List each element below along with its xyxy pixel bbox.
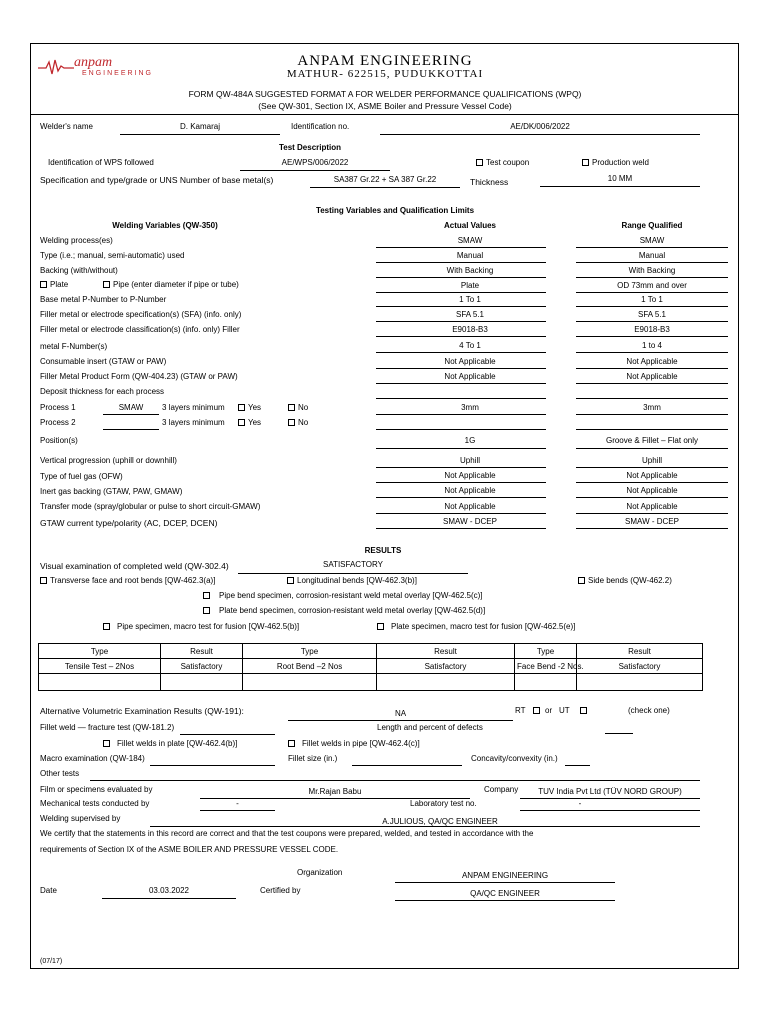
underline xyxy=(200,810,275,811)
film-label: Film or specimens evaluated by xyxy=(40,785,153,794)
table-cell xyxy=(39,674,161,691)
pipe-bend-label: Pipe bend specimen, corrosion-resistant weld metal overlay [QW-462.5(c)] xyxy=(219,591,483,600)
length-defects-label: Length and percent of defects xyxy=(377,723,483,732)
position-range: Groove & Fillet – Flat only xyxy=(605,436,699,445)
pipe-checkbox[interactable] xyxy=(103,281,239,289)
date-label: Date xyxy=(40,886,57,895)
underline xyxy=(102,898,236,899)
var-range: Not Applicable xyxy=(626,357,678,366)
underline xyxy=(380,134,700,135)
var-range: Not Applicable xyxy=(626,502,678,511)
underline xyxy=(240,170,390,171)
plate-macro-label: Plate specimen, macro test for fusion [QW-462.5(e)] xyxy=(391,622,576,631)
position-label: Position(s) xyxy=(40,436,78,445)
table-header: Type xyxy=(243,644,377,659)
yes-label: Yes xyxy=(248,418,262,427)
film-value: Mr.Rajan Babu xyxy=(308,787,362,796)
checkbox-icon xyxy=(40,281,47,288)
var-range: E9018-B3 xyxy=(634,325,670,334)
var-actual: Manual xyxy=(456,251,484,260)
underline xyxy=(288,720,513,721)
underline xyxy=(576,528,728,529)
checkbox-icon xyxy=(582,159,589,166)
no-label: No xyxy=(298,403,309,412)
plate-macro-checkbox[interactable] xyxy=(377,623,575,631)
lab-test-label: Laboratory test no. xyxy=(410,799,477,808)
underline xyxy=(376,321,546,322)
wps-label: Identification of WPS followed xyxy=(48,158,154,167)
checkbox-icon xyxy=(40,577,47,584)
var-label: metal F-Number(s) xyxy=(40,342,108,351)
underline xyxy=(376,368,546,369)
checkbox-icon xyxy=(580,707,587,714)
checkbox-icon xyxy=(238,404,245,411)
results-heading: RESULTS xyxy=(364,546,402,555)
underline xyxy=(376,482,546,483)
underline xyxy=(395,900,615,901)
form-subtitle: (See QW-301, Section IX, ASME Boiler and Pressure Vessel Code) xyxy=(258,101,512,111)
checkbox-icon xyxy=(533,707,540,714)
underline xyxy=(103,429,159,430)
underline xyxy=(576,429,728,430)
pipe-macro-label: Pipe specimen, macro test for fusion [QW-462.5(b)] xyxy=(117,622,300,631)
spec-value: SA387 Gr.22 + SA 387 Gr.22 xyxy=(333,175,437,184)
checkbox-icon xyxy=(288,740,295,747)
position-actual: 1G xyxy=(464,436,476,445)
var-label: Transfer mode (spray/globular or pulse to short circuit-GMAW) xyxy=(40,502,261,511)
transverse-label: Transverse face and root bends [QW-462.3(a)] xyxy=(50,576,216,585)
alt-volumetric-label: Alternative Volumetric Examination Results (QW-191): xyxy=(40,706,244,716)
macro-exam-label: Macro examination (QW-184) xyxy=(40,754,145,763)
underline xyxy=(576,321,728,322)
ut-label: UT xyxy=(559,706,570,715)
supervised-label: Welding supervised by xyxy=(40,814,121,823)
checkbox-icon xyxy=(203,607,210,614)
certify-line2: requirements of Section IX of the ASME BOILER AND PRESSURE VESSEL CODE. xyxy=(40,845,339,854)
production-weld-label: Production weld xyxy=(592,158,649,167)
side-bend-checkbox[interactable] xyxy=(578,577,672,585)
fillet-pipe-checkbox[interactable] xyxy=(288,740,420,748)
underline xyxy=(120,134,280,135)
plate-label: Plate xyxy=(50,280,69,289)
var-actual: Plate xyxy=(460,281,480,290)
certified-by-value: QA/QC ENGINEER xyxy=(470,889,540,898)
process1-label: Process 1 xyxy=(40,403,76,412)
underline xyxy=(576,277,728,278)
supervised-value: A.JULIOUS, QA/QC ENGINEER xyxy=(382,817,498,826)
underline xyxy=(605,733,633,734)
var-label: Inert gas backing (GTAW, PAW, GMAW) xyxy=(40,487,183,496)
company-label: Company xyxy=(484,785,519,794)
table-cell: Face Bend -2 Nos. xyxy=(515,659,577,674)
pipe-bend-checkbox[interactable] xyxy=(203,592,483,600)
checkbox-icon xyxy=(203,592,210,599)
table-header: Result xyxy=(377,644,515,659)
logo-word: anpam xyxy=(74,55,113,70)
table-header: Result xyxy=(161,644,243,659)
process2-label: Process 2 xyxy=(40,418,76,427)
var-label: Type of fuel gas (OFW) xyxy=(40,472,123,481)
spec-label: Specification and type/grade or UNS Number of base metal(s) xyxy=(40,175,274,185)
underline xyxy=(576,398,728,399)
welder-name-label: Welder's name xyxy=(40,122,93,131)
var-actual: E9018-B3 xyxy=(452,325,488,334)
checkbox-icon xyxy=(238,419,245,426)
var-actual: With Backing xyxy=(446,266,494,275)
test-coupon-label: Test coupon xyxy=(486,158,530,167)
var-label: Type (i.e.; manual, semi-automatic) used xyxy=(40,251,185,260)
mechanical-value: - xyxy=(236,799,239,808)
underline xyxy=(376,247,546,248)
checkbox-icon xyxy=(288,404,295,411)
company-name: ANPAM ENGINEERING xyxy=(297,53,473,69)
underline xyxy=(576,247,728,248)
organization-value: ANPAM ENGINEERING xyxy=(461,871,549,880)
col-actual: Actual Values xyxy=(443,221,497,230)
concavity-label: Concavity/convexity (in.) xyxy=(471,754,558,763)
table-header: Result xyxy=(577,644,703,659)
underline xyxy=(103,414,159,415)
production-weld-checkbox[interactable] xyxy=(582,159,649,167)
var-range: SMAW xyxy=(639,236,665,245)
underline xyxy=(376,383,546,384)
var-label: Filler metal or electrode classification(s) (info. only) Filler xyxy=(40,325,240,334)
yes-label: Yes xyxy=(248,403,262,412)
ut-checkbox[interactable] xyxy=(580,707,590,715)
longitudinal-label: Longitudinal bends [QW-462.3(b)] xyxy=(297,576,417,585)
underline xyxy=(376,306,546,307)
checkbox-icon xyxy=(578,577,585,584)
rt-label: RT xyxy=(515,706,526,715)
underline xyxy=(576,336,728,337)
underline xyxy=(150,826,700,827)
form-title: FORM QW-484A SUGGESTED FORMAT A FOR WELDER PERFORMANCE QUALIFICATIONS (WPQ) xyxy=(188,89,582,99)
table-cell: Root Bend –2 Nos xyxy=(243,659,377,674)
company-address: MATHUR- 622515, PUDUKKOTTAI xyxy=(286,68,484,80)
var-actual: Uphill xyxy=(459,456,480,465)
table-cell: Satisfactory xyxy=(577,659,703,674)
checkbox-icon xyxy=(103,740,110,747)
identification-value: AE/DK/006/2022 xyxy=(510,122,570,131)
underline xyxy=(520,810,700,811)
underline xyxy=(576,352,728,353)
certified-by-label: Certified by xyxy=(260,886,301,895)
var-range: Not Applicable xyxy=(626,372,678,381)
fillet-fracture-label: Fillet weld — fracture test (QW-181.2) xyxy=(40,723,175,732)
visual-value: SATISFACTORY xyxy=(322,560,383,569)
or-label: or xyxy=(545,706,553,715)
process1-actual: 3mm xyxy=(461,403,479,412)
underline xyxy=(310,187,460,188)
longitudinal-checkbox[interactable] xyxy=(287,577,417,585)
var-range: 1 to 4 xyxy=(641,341,662,350)
checkbox-icon xyxy=(287,577,294,584)
table-cell xyxy=(377,674,515,691)
underline xyxy=(238,573,468,574)
underline xyxy=(576,383,728,384)
identification-label: Identification no. xyxy=(291,122,350,131)
var-actual: Not Applicable xyxy=(444,357,496,366)
layers-label: 3 layers minimum xyxy=(162,403,225,412)
table-header: Type xyxy=(39,644,161,659)
underline xyxy=(565,765,590,766)
var-actual: SMAW - DCEP xyxy=(443,517,497,526)
table-cell xyxy=(161,674,243,691)
var-actual: Not Applicable xyxy=(444,471,496,480)
pipe-macro-checkbox[interactable] xyxy=(103,623,299,631)
underline xyxy=(576,482,728,483)
var-label: Filler metal or electrode specification(s) (SFA) (info. only) xyxy=(40,310,242,319)
underline xyxy=(540,186,700,187)
table-cell: Tensile Test – 2Nos xyxy=(39,659,161,674)
var-label: Vertical progression (uphill or downhill) xyxy=(40,456,177,465)
table-header-row xyxy=(39,644,703,659)
underline xyxy=(376,513,546,514)
underline xyxy=(376,414,546,415)
var-label: Welding process(es) xyxy=(40,236,113,245)
rt-checkbox[interactable] xyxy=(533,707,543,715)
welder-name-value: D. Kamaraj xyxy=(179,122,220,131)
var-label: Consumable insert (GTAW or PAW) xyxy=(40,357,167,366)
test-description-heading: Test Description xyxy=(278,143,342,152)
alt-volumetric-value: NA xyxy=(394,709,407,718)
var-range: Uphill xyxy=(641,456,662,465)
organization-label: Organization xyxy=(297,868,343,877)
table-cell xyxy=(577,674,703,691)
col-range: Range Qualified xyxy=(621,221,683,230)
underline xyxy=(376,398,546,399)
underline xyxy=(376,277,546,278)
var-label: Filler Metal Product Form (QW-404.23) (GTAW or PAW) xyxy=(40,372,238,381)
checkbox-icon xyxy=(103,281,110,288)
fillet-plate-checkbox[interactable] xyxy=(103,740,237,748)
process2-yes-checkbox[interactable] xyxy=(238,419,261,427)
underline xyxy=(576,497,728,498)
underline xyxy=(576,292,728,293)
logo-subtitle: ENGINEERING xyxy=(82,70,154,77)
checkbox-icon xyxy=(288,419,295,426)
certify-line1: We certify that the statements in this record are correct and that the test coupons were prepared, welded, and tested in accordance with the xyxy=(40,829,534,838)
process1-range: 3mm xyxy=(643,403,661,412)
underline xyxy=(576,513,728,514)
var-range: With Backing xyxy=(628,266,676,275)
test-coupon-checkbox[interactable] xyxy=(476,159,529,167)
check-one-label: (check one) xyxy=(628,706,670,715)
fillet-pipe-label: Fillet welds in pipe [QW-462.4(c)] xyxy=(302,739,420,748)
process2-no-checkbox[interactable] xyxy=(288,419,308,427)
underline xyxy=(376,262,546,263)
wps-value: AE/WPS/006/2022 xyxy=(281,158,349,167)
var-actual: Not Applicable xyxy=(444,486,496,495)
var-range: Not Applicable xyxy=(626,486,678,495)
underline xyxy=(576,448,728,449)
checkbox-icon xyxy=(103,623,110,630)
checkbox-icon xyxy=(476,159,483,166)
var-actual: Not Applicable xyxy=(444,372,496,381)
table-row xyxy=(39,674,703,691)
company-value: TUV India Pvt Ltd (TÜV NORD GROUP) xyxy=(538,787,682,796)
underline xyxy=(376,497,546,498)
col-variables: Welding Variables (QW-350) xyxy=(112,221,218,230)
table-cell: Satisfactory xyxy=(377,659,515,674)
table-row xyxy=(39,659,703,674)
visual-label: Visual examination of completed weld (QW-302.4) xyxy=(40,561,229,571)
table-cell: Satisfactory xyxy=(161,659,243,674)
underline xyxy=(90,780,700,781)
underline xyxy=(150,765,275,766)
date-value: 03.03.2022 xyxy=(148,886,190,895)
var-actual: SMAW xyxy=(457,236,483,245)
checkbox-icon xyxy=(377,623,384,630)
var-actual: Not Applicable xyxy=(444,502,496,511)
underline xyxy=(576,467,728,468)
results-table xyxy=(38,643,703,691)
var-range: OD 73mm and over xyxy=(617,281,687,290)
process1-yes-checkbox[interactable] xyxy=(238,404,261,412)
underline xyxy=(576,368,728,369)
underline xyxy=(376,336,546,337)
pipe-label: Pipe (enter diameter if pipe or tube) xyxy=(113,280,239,289)
underline xyxy=(576,262,728,263)
plate-bend-label: Plate bend specimen, corrosion-resistant weld metal overlay [QW-462.5(d)] xyxy=(219,606,486,615)
var-range: Not Applicable xyxy=(626,471,678,480)
thickness-label: Thickness xyxy=(470,177,509,187)
underline xyxy=(352,765,462,766)
underline xyxy=(576,414,728,415)
process1-value: SMAW xyxy=(118,403,144,412)
var-label: Backing (with/without) xyxy=(40,266,118,275)
underline xyxy=(395,882,615,883)
plate-bend-checkbox[interactable] xyxy=(203,607,485,615)
underline xyxy=(376,448,546,449)
deposit-label: Deposit thickness for each process xyxy=(40,387,165,396)
fillet-plate-label: Fillet welds in plate [QW-462.4(b)] xyxy=(117,739,238,748)
underline xyxy=(376,352,546,353)
form-code: (07/17) xyxy=(40,958,63,965)
plate-checkbox[interactable] xyxy=(40,281,68,289)
layers-label: 3 layers minimum xyxy=(162,418,225,427)
transverse-checkbox[interactable] xyxy=(40,577,215,585)
var-actual: SFA 5.1 xyxy=(455,310,485,319)
var-range: Manual xyxy=(638,251,666,260)
var-range: SMAW - DCEP xyxy=(625,517,679,526)
variables-heading: Testing Variables and Qualification Limits xyxy=(315,206,475,215)
logo-heartbeat-icon xyxy=(38,58,74,76)
underline xyxy=(376,467,546,468)
var-range: SFA 5.1 xyxy=(637,310,667,319)
table-header: Type xyxy=(515,644,577,659)
no-label: No xyxy=(298,418,309,427)
side-bend-label: Side bends (QW-462.2) xyxy=(588,576,672,585)
mechanical-label: Mechanical tests conducted by xyxy=(40,799,150,808)
underline xyxy=(180,734,275,735)
var-label: GTAW current type/polarity (AC, DCEP, DCEN) xyxy=(40,518,218,528)
fillet-size-label: Fillet size (in.) xyxy=(288,754,338,763)
process1-no-checkbox[interactable] xyxy=(288,404,308,412)
underline xyxy=(520,798,700,799)
var-actual: 4 To 1 xyxy=(459,341,481,350)
underline xyxy=(376,429,546,430)
underline xyxy=(376,528,546,529)
table-cell xyxy=(243,674,377,691)
var-label: Base metal P-Number to P-Number xyxy=(40,295,167,304)
divider xyxy=(30,114,739,115)
thickness-value: 10 MM xyxy=(607,174,633,183)
other-tests-label: Other tests xyxy=(40,769,80,778)
underline xyxy=(376,292,546,293)
table-cell xyxy=(515,674,577,691)
underline xyxy=(576,306,728,307)
lab-test-value: - xyxy=(578,799,582,808)
var-actual: 1 To 1 xyxy=(459,295,481,304)
var-range: 1 To 1 xyxy=(641,295,663,304)
